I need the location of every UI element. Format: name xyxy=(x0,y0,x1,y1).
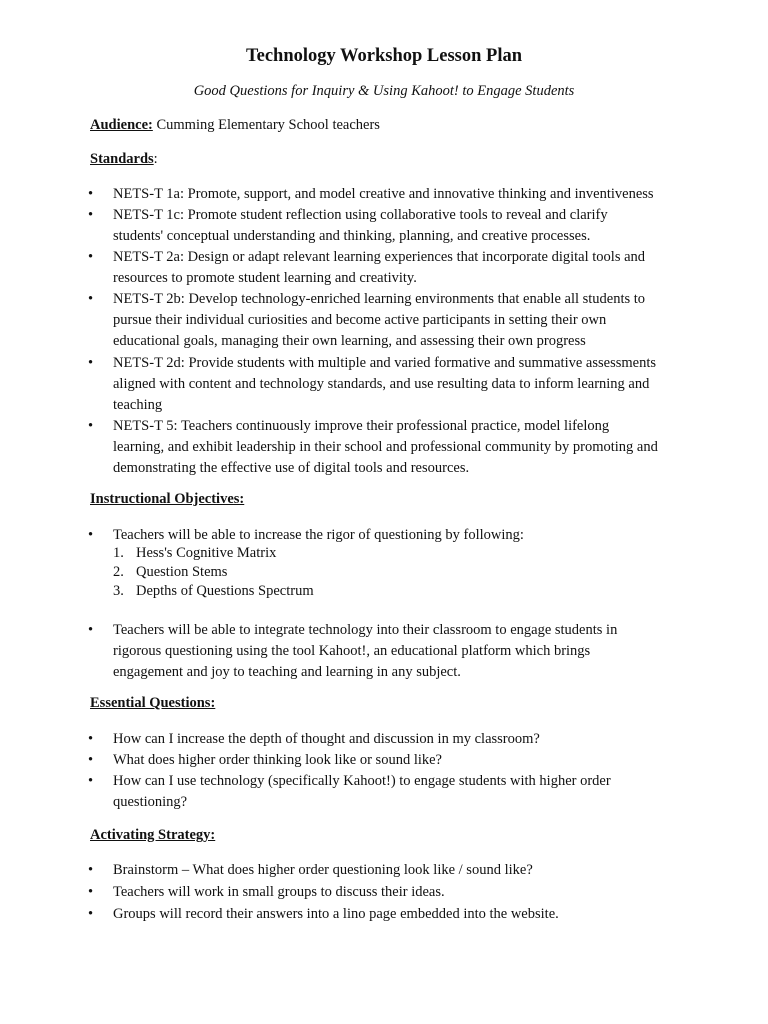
page-title: Technology Workshop Lesson Plan xyxy=(245,46,523,66)
list-item: Teachers will work in small groups to discuss their ideas. xyxy=(113,884,445,900)
list-item: Teachers will be able to integrate technology into their classroom to engage students in rigorous questioning using the tool Kahoot!, an educational platform which brings engagement and joy to teaching and learning in any subject. xyxy=(113,622,618,680)
list-item: NETS-T 1c: Promote student reflection using collaborative tools to reveal and clarify students' conceptual understanding and thinking, planning, and creative processes. xyxy=(113,207,608,244)
bullet-icon: • xyxy=(88,207,94,223)
standards-label: Standards xyxy=(90,151,154,167)
list-item: Groups will record their answers into a lino page embedded into the website. xyxy=(113,906,559,922)
bullet-icon: • xyxy=(88,186,94,202)
audience-label: Audience: xyxy=(90,117,153,133)
list-item: NETS-T 5: Teachers continuously improve their professional practice, model lifelong learning, and exhibit leadership in their school and professional community by promoting and demonstrating the effective use of digital tools and resources. xyxy=(113,418,658,476)
list-item: Brainstorm – What does higher order questioning look like / sound like? xyxy=(113,862,533,878)
bullet-icon: • xyxy=(88,906,94,922)
list-number: 3. xyxy=(113,583,124,599)
list-item: Teachers will be able to increase the rigor of questioning by following: xyxy=(113,527,524,543)
bullet-icon: • xyxy=(88,291,94,307)
bullet-icon: • xyxy=(88,622,94,638)
numbered-item: Depths of Questions Spectrum xyxy=(136,583,314,599)
bullet-icon: • xyxy=(88,731,94,747)
audience-value: Cumming Elementary School teachers xyxy=(152,117,380,133)
standards-colon: : xyxy=(153,151,158,167)
bullet-icon: • xyxy=(88,249,94,265)
bullet-icon: • xyxy=(88,884,94,900)
list-number: 1. xyxy=(113,545,124,561)
list-item: NETS-T 2d: Provide students with multiple and varied formative and summative assessments aligned with content and technology standards, and use resulting data to inform learning and teaching xyxy=(113,355,656,413)
list-number: 2. xyxy=(113,564,124,580)
list-item: What does higher order thinking look like or sound like? xyxy=(113,752,442,768)
bullet-icon: • xyxy=(88,752,94,768)
bullet-icon: • xyxy=(88,773,94,789)
numbered-item: Hess's Cognitive Matrix xyxy=(136,545,277,561)
list-item: NETS-T 1a: Promote, support, and model creative and innovative thinking and inventiveness xyxy=(113,186,654,202)
bullet-icon: • xyxy=(88,418,94,434)
list-item: How can I increase the depth of thought and discussion in my classroom? xyxy=(113,731,540,747)
bullet-icon: • xyxy=(88,527,94,543)
numbered-item: Question Stems xyxy=(136,564,228,580)
page-subtitle: Good Questions for Inquiry & Using Kahoot! to Engage Students xyxy=(193,83,575,99)
bullet-icon: • xyxy=(88,862,94,878)
list-item: NETS-T 2b: Develop technology-enriched learning environments that enable all students to pursue their individual curiosities and become active participants in setting their own educational goals, managing their own learning, and assessing their own progress xyxy=(113,291,646,349)
objectives-heading: Instructional Objectives: xyxy=(90,491,245,507)
list-item: NETS-T 2a: Design or adapt relevant learning experiences that incorporate digital tools and resources to promote student learning and creativity. xyxy=(113,249,646,286)
audience-line xyxy=(90,117,380,134)
standards-heading xyxy=(90,151,158,168)
essential-heading: Essential Questions: xyxy=(90,695,216,711)
list-item: How can I use technology (specifically Kahoot!) to engage students with higher order questioning? xyxy=(113,773,611,810)
bullet-icon: • xyxy=(88,355,94,371)
activating-heading: Activating Strategy: xyxy=(90,827,216,843)
